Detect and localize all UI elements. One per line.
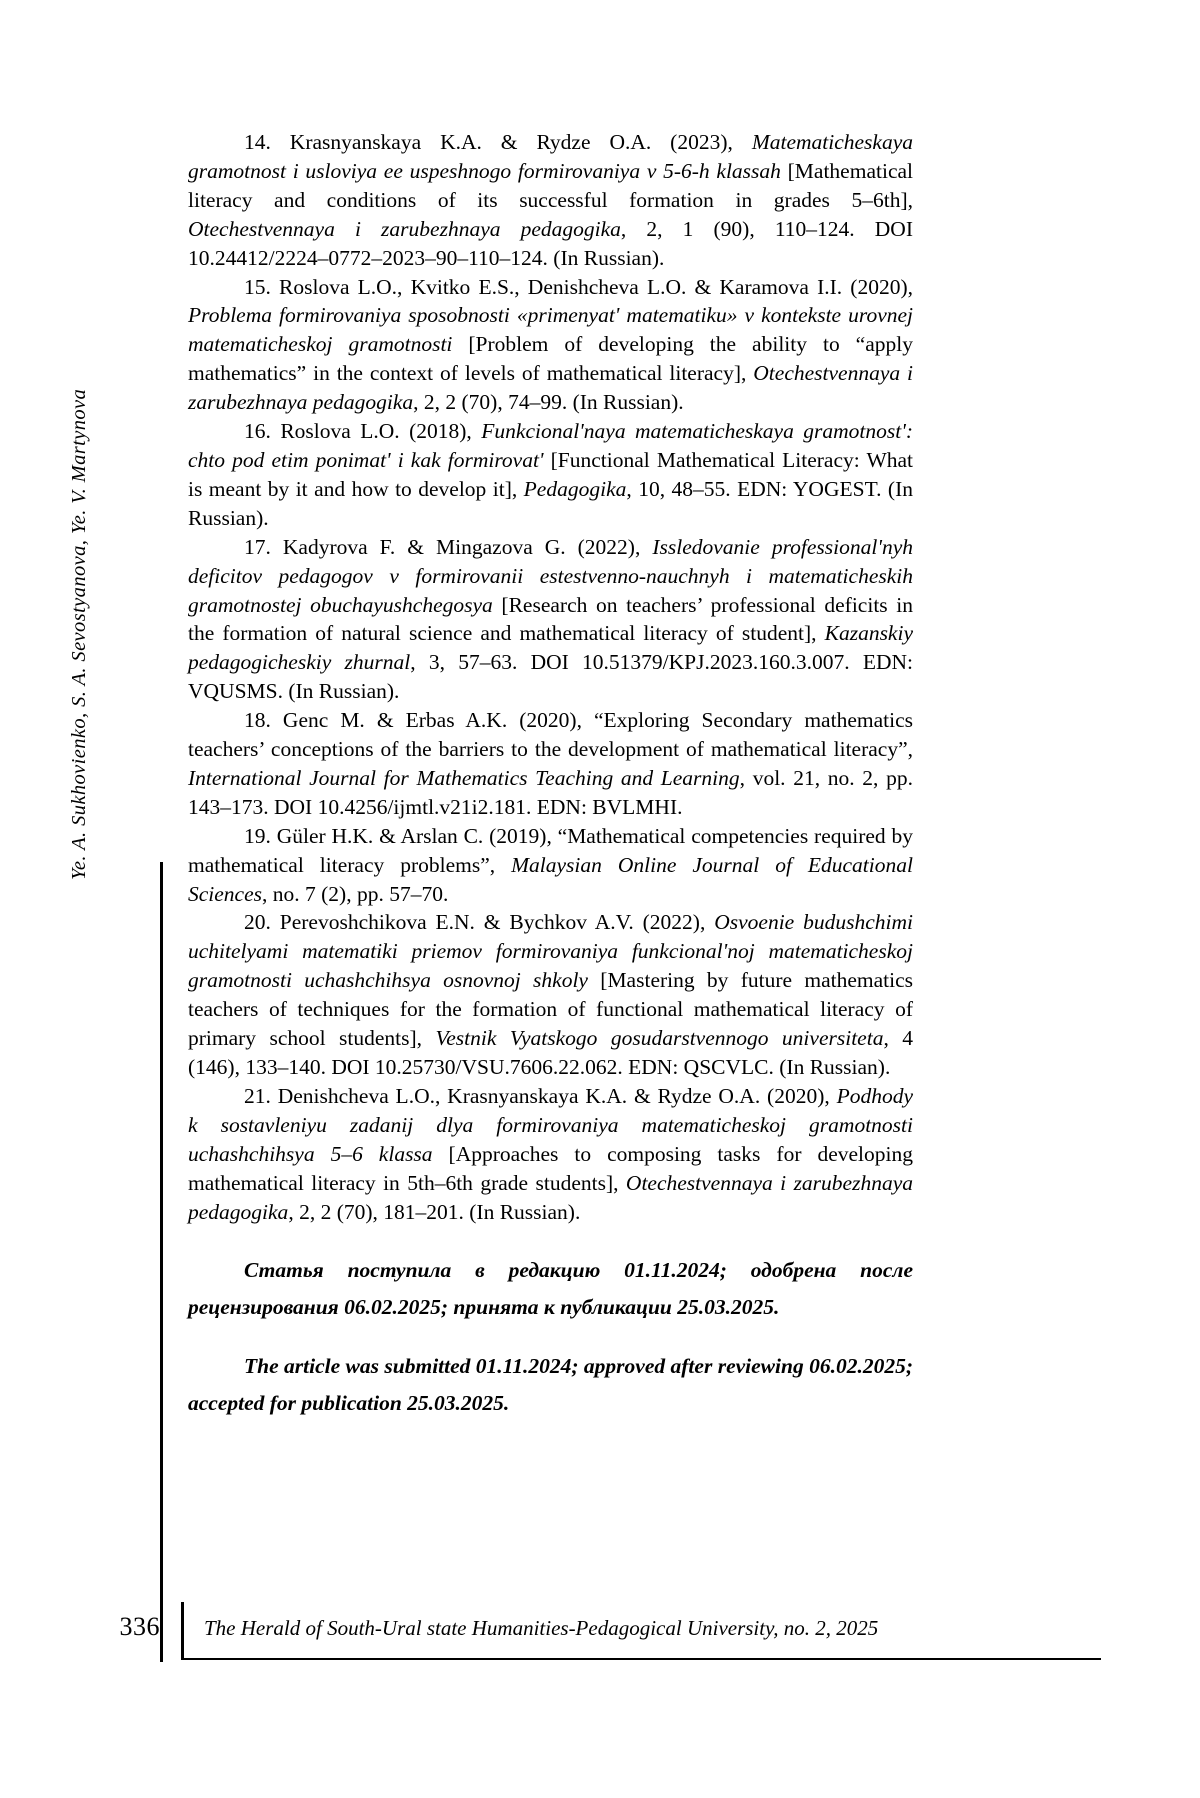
footer-horizontal-rule xyxy=(181,1658,1101,1660)
references-list xyxy=(188,128,913,1443)
submission-note-russian: Статья поступила в редакцию 01.11.2024; одобрена после рецензирования 06.02.2025; принята к публикации 25.03.2025. xyxy=(188,1258,913,1320)
reference-item: 14. Krasnyanskaya K.A. & Rydze O.A. (2023), Matematicheskaya gramotnost i usloviya ee uspeshnogo formirovaniya v 5-6-h klassah [Mathematical literacy and conditions of its successful formation in grades 5–6th], Otechestvennaya i zarubezhnaya pedagogika, 2, 1 (90), 110–124. DOI 10.24412/2224–0772–2023–90–110–124. (In Russian). xyxy=(188,130,913,270)
reference-item: 20. Perevoshchikova E.N. & Bychkov A.V. (2022), Osvoenie budushchimi uchitelyami matematiki priemov formirovaniya funkcional'noj matematicheskoj gramotnosti uchashchihsya osnovnoj shkoly [Mastering by future mathematics teachers of techniques for the formation of functional mathematical literacy of primary school students], Vestnik Vyatskogo gosudarstvennogo universiteta, 4 (146), 133–140. DOI 10.25730/VSU.7606.22.062. EDN: QSCVLC. (In Russian). xyxy=(188,910,914,1079)
footer-vertical-rule xyxy=(181,1602,184,1658)
running-head-authors: Ye. A. Sukhovienko, S. A. Sevostyanova, Ye. V. Martynova xyxy=(68,388,90,880)
page-footer xyxy=(104,1608,1104,1654)
reference-item: 18. Genc M. & Erbas A.K. (2020), “Exploring Secondary mathematics teachers’ conceptions of the barriers to the development of mathematical literacy”, International Journal for Mathematics Teaching and Learning, vol. 21, no. 2, pp. 143–173. DOI 10.4256/ijmtl.v21i2.181. EDN: BVLMHI. xyxy=(188,708,913,819)
reference-item: 19. Güler H.K. & Arslan C. (2019), “Mathematical competencies required by mathematical literacy problems”, Malaysian Online Journal of Educational Sciences, no. 7 (2), pp. 57–70. xyxy=(188,823,913,906)
submission-note-english: The article was submitted 01.11.2024; approved after reviewing 06.02.2025; accepted for publication 25.03.2025. xyxy=(188,1353,913,1415)
running-head-rule xyxy=(160,862,163,1662)
journal-title-footer: The Herald of South-Ural state Humanities-Pedagogical University, no. 2, 2025 xyxy=(204,1616,879,1640)
reference-item: 17. Kadyrova F. & Mingazova G. (2022), Issledovanie professional'nyh deficitov pedagogov v formirovanii estestvenno-nauchnyh i matematicheskih gramotnostej obuchayushchegosya [Research on teachers’ professional deficits in the formation of natural science and mathematical literacy of student], Kazanskiy pedagogicheskiy zhurnal, 3, 57–63. DOI 10.51379/KPJ.2023.160.3.007. EDN: VQUSMS. (In Russian). xyxy=(188,534,914,704)
reference-item: 21. Denishcheva L.O., Krasnyanskaya K.A. & Rydze O.A. (2020), Podhody k sostavleniyu zadanij dlya formirovaniya matematicheskoj gramotnosti uchashchihsya 5–6 klassa [Approaches to composing tasks for developing mathematical literacy in 5th–6th grade students], Otechestvennaya i zarubezhnaya pedagogika, 2, 2 (70), 181–201. (In Russian). xyxy=(188,1083,914,1224)
reference-item: 15. Roslova L.O., Kvitko E.S., Denishcheva L.O. & Karamova I.I. (2020), Problema formirovaniya sposobnosti «primenyat' matematiku» v kontekste urovnej matematicheskoj gramotnosti [Problem of developing the ability to “apply mathematics” in the context of levels of mathematical literacy], Otechestvennaya i zarubezhnaya pedagogika, 2, 2 (70), 74–99. (In Russian). xyxy=(188,274,913,415)
reference-item: 16. Roslova L.O. (2018), Funkcional'naya matematicheskaya gramotnost': chto pod etim ponimat' i kak formirovat' [Functional Mathematical Literacy: What is meant by it and how to develop it], Pedagogika, 10, 48–55. EDN: YOGEST. (In Russian). xyxy=(188,419,914,530)
page-number: 336 xyxy=(119,1612,160,1641)
